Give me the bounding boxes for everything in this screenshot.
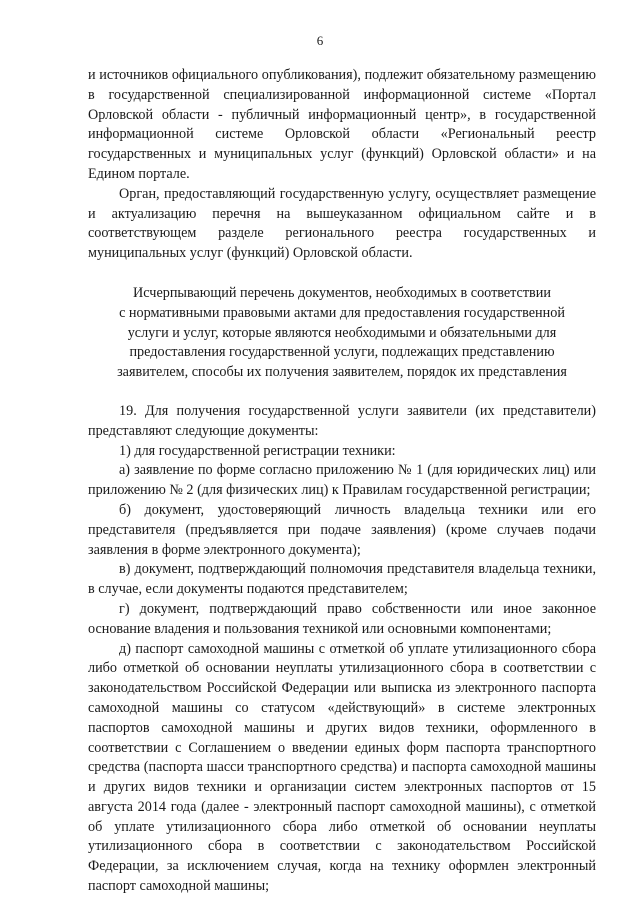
section-heading (88, 284, 596, 383)
paragraph: д) паспорт самоходной машины с отметкой об уплате утилизационного сбора либо отметкой об основании неуплаты утилизационного сбора в соответствии с законодательством Российской Федерации или выписка из электронного паспорта самоходной машины со статусом «действующий» в системе электронных паспортов самоходной машины и других видов техники, оформленного в соответствии с Соглашением о введении единых форм паспорта транспортного средства (паспорта шасси транспортного средства) и паспорта самоходной машины и других видов техники и организации систем электронных паспортов от 15 августа 2014 года (далее - электронный паспорт самоходной машины), с отметкой об уплате утилизационного сбора либо отметкой об основании неуплаты утилизационного сбора в соответствии с законодательством Российской Федерации, за исключением случая, когда на технику оформлен электронный паспорт самоходной машины; (88, 640, 596, 895)
section-heading-line: услуги и услуг, которые являются необходимыми и обязательными для (127, 324, 557, 341)
document-body (88, 66, 596, 897)
paragraph: и источников официального опубликования), подлежит обязательному размещению в государственной специализированной информационной системе «Портал Орловской области - публичный информационный центр», в государственной информационной системе Орловской области «Региональный реестр государственных и муниципальных услуг (функций) Орловской области» и на Едином портале. (88, 67, 596, 182)
paragraph: Орган, предоставляющий государственную услугу, осуществляет размещение и актуализацию перечня на вышеуказанном официальном сайте и в соответствующем разделе регионального реестра государственных и муниципальных услуг (функций) Орловской области. (88, 185, 596, 262)
paragraph: г) документ, подтверждающий право собственности или иное законное основание владения и пользования техникой или основными компонентами; (88, 600, 596, 637)
section-heading-line: с нормативными правовыми актами для предоставления государственной (119, 304, 565, 321)
section-heading-line: предоставления государственной услуги, подлежащих представлению (129, 344, 555, 361)
paragraph: б) документ, удостоверяющий личность владельца техники или его представителя (предъявляется при подаче заявления) (кроме случаев подачи заявления в форме электронного документа); (88, 501, 596, 558)
paragraph: в) документ, подтверждающий полномочия представителя владельца техники, в случае, если документы подаются представителем; (88, 561, 596, 598)
paragraph: 19. Для получения государственной услуги заявители (их представители) представляют следующие документы: (88, 402, 596, 439)
section-heading-line: заявителем, способы их получения заявителем, порядок их представления (117, 364, 567, 381)
paragraph: 1) для государственной регистрации техники: (119, 442, 396, 459)
section-heading-line: Исчерпывающий перечень документов, необходимых в соответствии (133, 284, 551, 301)
page-number: 6 (316, 33, 324, 48)
paragraph: а) заявление по форме согласно приложению № 1 (для юридических лиц) или приложению № 2 (для физических лиц) к Правилам государственной регистрации; (88, 462, 596, 499)
